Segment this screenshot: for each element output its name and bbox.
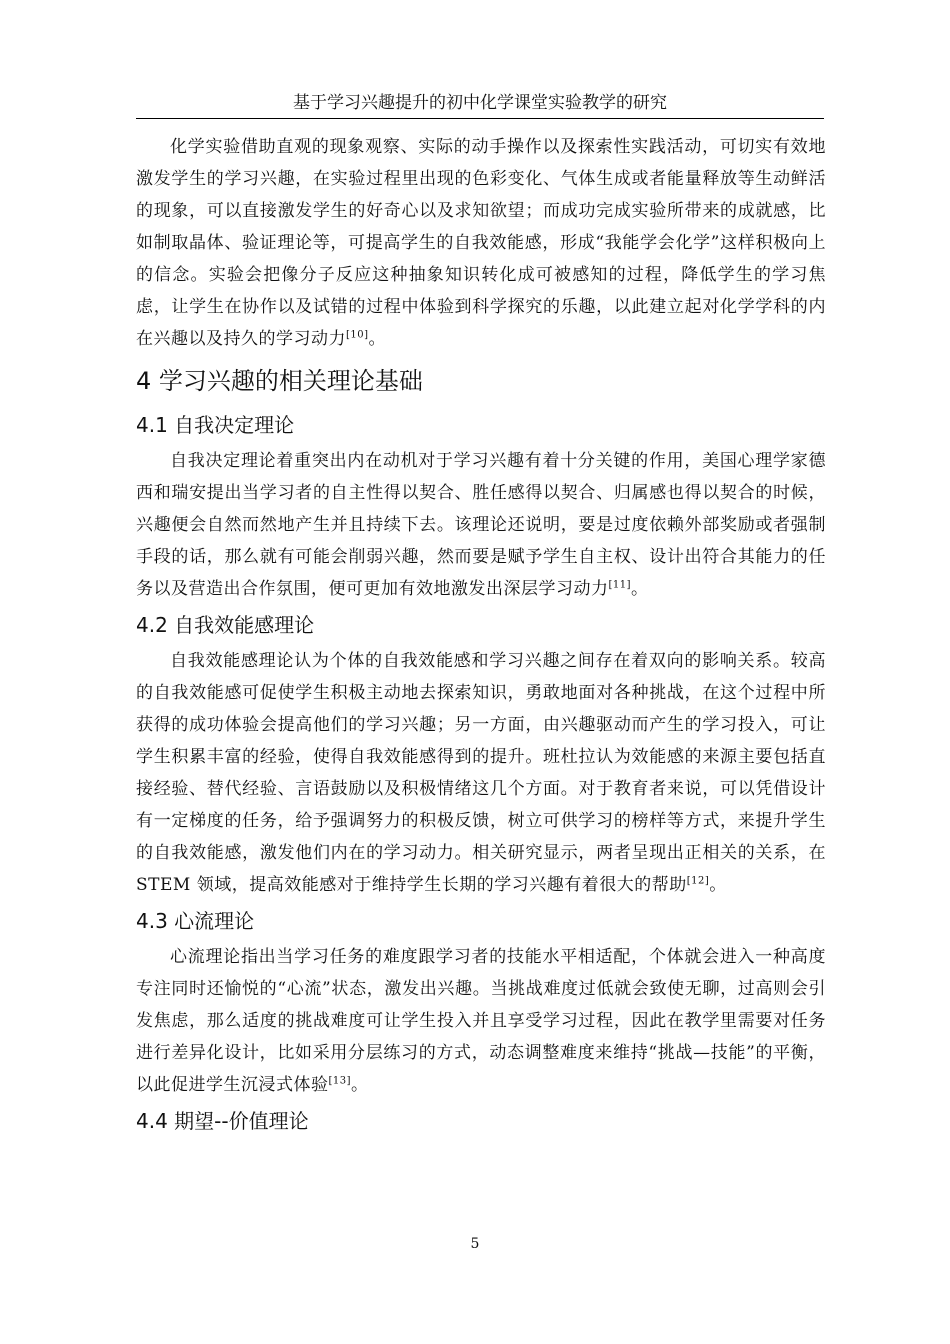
section-heading-4-1: 4.1 自我决定理论 bbox=[136, 413, 295, 437]
paragraph-experiment-interest bbox=[136, 131, 826, 355]
paragraph-flow-theory bbox=[136, 941, 826, 1101]
paragraph-text: 自我决定理论着重突出内在动机对于学习兴趣有着十分关键的作用，美国心理学家德西和瑞安提出当学习者的自主性得以契合、胜任感得以契合、归属感也得以契合的时候，兴趣便会自然而然地产生并且持续下去。该理论还说明，要是过度依赖外部奖励或者强制手段的话，那么就有可能会削弱兴趣，然而要是赋予学生自主权、设计出符合其能力的任务以及营造出合作氛围，便可更加有效地激发出深层学习动力 bbox=[136, 451, 826, 599]
paragraph-text: 心流理论指出当学习任务的难度跟学习者的技能水平相适配，个体就会进入一种高度专注同时还愉悦的“心流”状态，激发出兴趣。当挑战难度过低就会致使无聊，过高则会引发焦虑，那么适度的挑战难度可让学生投入并且享受学习过程，因此在教学里需要对任务进行差异化设计，比如采用分层练习的方式，动态调整难度来维持“挑战—技能”的平衡，以此促进学生沉浸式体验 bbox=[136, 947, 826, 1095]
paragraph-text: 化学实验借助直观的现象观察、实际的动手操作以及探索性实践活动，可切实有效地激发学生的学习兴趣，在实验过程里出现的色彩变化、气体生成或者能量释放等生动鲜活的现象，可以直接激发学生的好奇心以及求知欲望；而成功完成实验所带来的成就感，比如制取晶体、验证理论等，可提高学生的自我效能感，形成“我能学会化学”这样积极向上的信念。实验会把像分子反应这种抽象知识转化成可被感知的过程，降低学生的学习焦虑，让学生在协作以及试错的过程中体验到科学探究的乐趣，以此建立起对化学学科的内在兴趣以及持久的学习动力 bbox=[136, 137, 826, 349]
paragraph-end: 。 bbox=[631, 579, 649, 599]
citation-ref: [11] bbox=[608, 579, 632, 591]
paragraph-self-determination bbox=[136, 445, 826, 605]
running-header: 基于学习兴趣提升的初中化学课堂实验教学的研究 bbox=[136, 92, 824, 119]
citation-ref: [12] bbox=[686, 875, 710, 887]
citation-ref: [10] bbox=[346, 329, 369, 341]
paragraph-end: 。 bbox=[368, 329, 387, 349]
paragraph-end: 。 bbox=[709, 875, 727, 895]
section-heading-4-2: 4.2 自我效能感理论 bbox=[136, 613, 315, 637]
citation-ref: [13] bbox=[328, 1075, 352, 1087]
paragraph-self-efficacy bbox=[136, 645, 826, 901]
section-heading-4-4: 4.4 期望--价值理论 bbox=[136, 1109, 309, 1133]
section-heading-4-3: 4.3 心流理论 bbox=[136, 909, 255, 933]
paragraph-text: 自我效能感理论认为个体的自我效能感和学习兴趣之间存在着双向的影响关系。较高的自我效能感可促使学生积极主动地去探索知识，勇敢地面对各种挑战，在这个过程中所获得的成功体验会提高他们的学习兴趣；另一方面，由兴趣驱动而产生的学习投入，可让学生积累丰富的经验，使得自我效能感得到的提升。班杜拉认为效能感的来源主要包括直接经验、替代经验、言语鼓励以及积极情绪这几个方面。对于教育者来说，可以凭借设计有一定梯度的任务，给予强调努力的积极反馈，树立可供学习的榜样等方式，来提升学生的自我效能感，激发他们内在的学习动力。相关研究显示，两者呈现出正相关的关系，在 STEM 领域，提高效能感对于维持学生长期的学习兴趣有着很大的帮助 bbox=[136, 651, 826, 895]
page-number: 5 bbox=[470, 1236, 480, 1252]
paragraph-end: 。 bbox=[351, 1075, 369, 1095]
page-body bbox=[136, 131, 826, 1141]
section-heading-4: 4 学习兴趣的相关理论基础 bbox=[136, 367, 423, 395]
